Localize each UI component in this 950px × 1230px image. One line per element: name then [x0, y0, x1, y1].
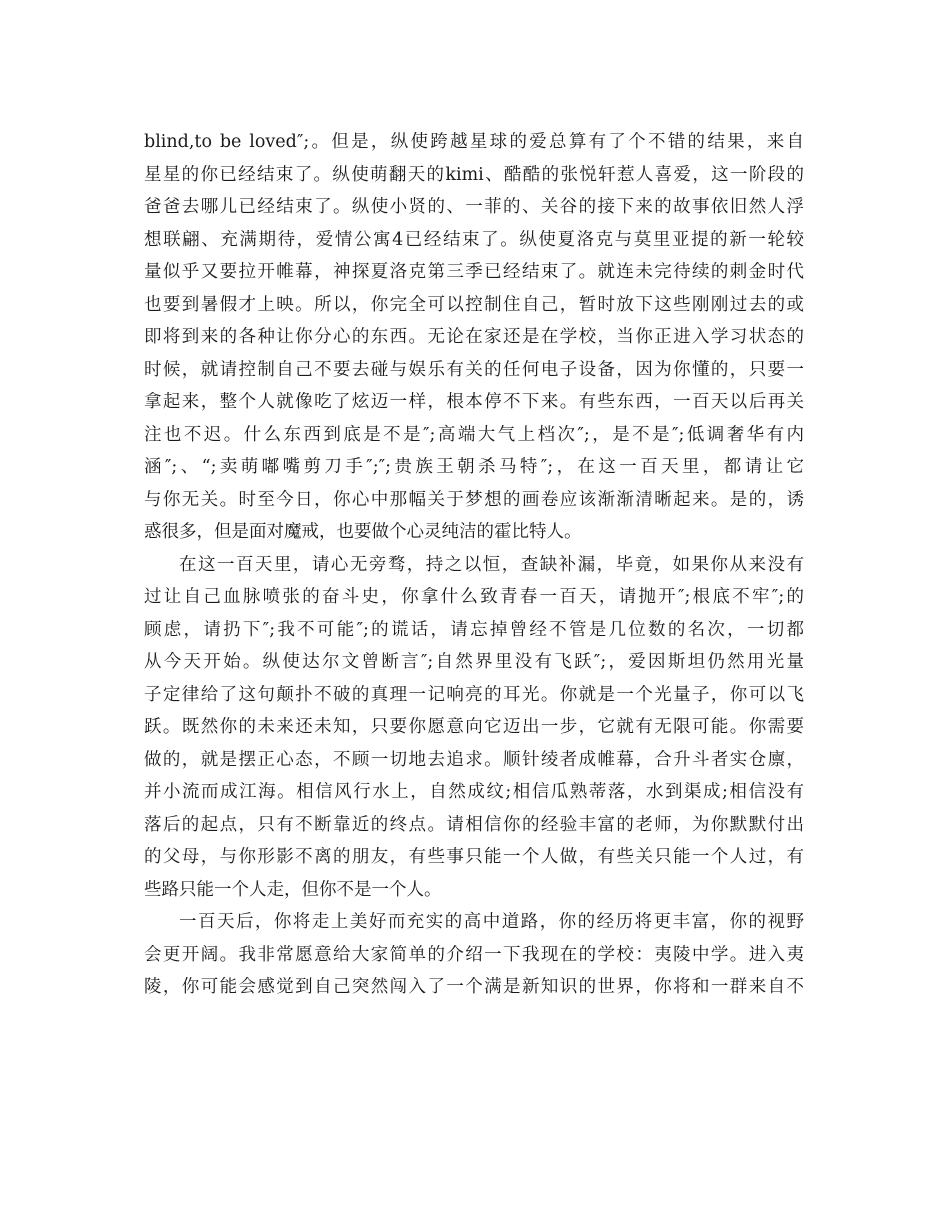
text-line: 陵，你可能会感觉到自己突然闯入了一个满是新知识的世界，你将和一群来自不	[144, 977, 804, 997]
text-line: 子定律给了这句颠扑不破的真理一记响亮的耳光。你就是一个光量子，你可以飞	[144, 684, 804, 705]
text-line: 做的，就是摆正心态，不顾一切地去追求。顺针绫者成帷幕，合升斗者实仓廪，	[144, 749, 804, 770]
text-line: 想联翩、充满期待，爱情公寓4已经结束了。纵使夏洛克与莫里亚提的新一轮较	[144, 229, 804, 250]
text-line: 一百天后，你将走上美好而充实的高中道路，你的经历将更丰富，你的视野	[179, 912, 804, 932]
text-line: 过让自己血脉喷张的奋斗史，你拿什么致青春一百天，请抛开″;根底不牢″;的	[144, 587, 804, 607]
text-line: 会更开阔。我非常愿意给大家简单的介绍一下我现在的学校：夷陵中学。进入夷	[144, 944, 804, 965]
text-line: 的父母，与你形影不离的朋友，有些事只能一个人做，有些关只能一个人过，有	[144, 847, 804, 867]
paragraph-3	[144, 906, 804, 1004]
text-line: 在这一百天里，请心无旁骛，持之以恒，查缺补漏，毕竟，如果你从来没有	[179, 554, 804, 575]
document-body	[144, 126, 804, 1004]
text-line: 并小流而成江海。相信风行水上，自然成纹;相信瓜熟蒂落，水到渠成;相信没有	[144, 782, 804, 802]
text-line: 与你无关。时至今日，你心中那幅关于梦想的画卷应该渐渐清晰起来。是的，诱	[144, 489, 804, 510]
text-line: 惑很多，但是面对魔戒，也要做个心灵纯洁的霍比特人。	[144, 522, 582, 542]
text-line: 爸爸去哪儿已经结束了。纵使小贤的、一菲的、关谷的接下来的故事依旧然人浮	[144, 197, 804, 217]
text-line: 星星的你已经结束了。纵使萌翻天的kimi、酷酷的张悦轩惹人喜爱，这一阶段的	[144, 164, 804, 185]
text-line: 些路只能一个人走，但你不是一个人。	[144, 879, 442, 900]
text-line: 即将到来的各种让你分心的东西。无论在家还是在学校，当你正进入学习状态的	[144, 327, 804, 347]
text-line: 时候，就请控制自己不要去碰与娱乐有关的任何电子设备，因为你懂的，只要一	[144, 359, 804, 380]
text-line: 顾虑，请扔下″;我不可能″;的谎话，请忘掉曾经不管是几位数的名次，一切都	[144, 619, 804, 640]
text-line: 跃。既然你的未来还未知，只要你愿意向它迈出一步，它就有无限可能。你需要	[144, 717, 804, 737]
text-line: 涵″;、“;卖萌嘟嘴剪刀手″;″;贵族王朝杀马特″;，在这一百天里，都请让它	[144, 457, 804, 477]
text-line: 落后的起点，只有不断靠近的终点。请相信你的经验丰富的老师，为你默默付出	[144, 814, 804, 835]
text-line: 也要到暑假才上映。所以，你完全可以控制住自己，暂时放下这些刚刚过去的或	[144, 294, 804, 315]
text-line: blind,to be loved″;。但是，纵使跨越星球的爱总算有了个不错的结果，来自	[144, 132, 804, 152]
text-line: 拿起来，整个人就像吃了炫迈一样，根本停不下来。有些东西，一百天以后再关	[144, 392, 804, 412]
text-line: 量似乎又要拉开帷幕，神探夏洛克第三季已经结束了。就连未完待续的刺金时代	[144, 262, 804, 282]
paragraph-2	[144, 549, 804, 907]
text-line: 注也不迟。什么东西到底是不是″;高端大气上档次″;，是不是″;低调奢华有内	[144, 424, 804, 445]
text-line: 从今天开始。纵使达尔文曾断言″;自然界里没有飞跃″;，爱因斯坦仍然用光量	[144, 652, 804, 672]
paragraph-1	[144, 126, 804, 549]
